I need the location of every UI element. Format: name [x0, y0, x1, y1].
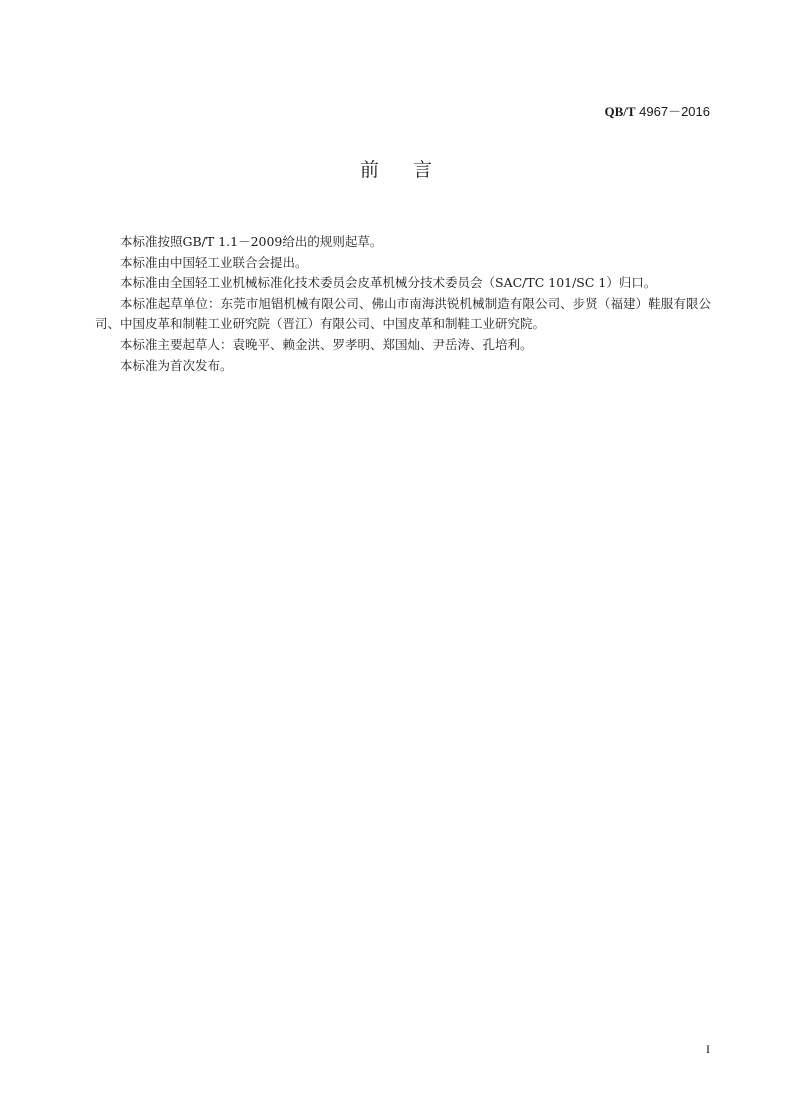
paragraph-drafting-rules: 本标准按照GB/T 1.1－2009给出的规则起草。 [120, 234, 383, 249]
paragraph-proposer: 本标准由中国轻工业联合会提出。 [120, 254, 308, 270]
paragraph-first-release: 本标准为首次发布。 [120, 357, 233, 373]
standard-code-number: 4967－2016 [635, 104, 710, 119]
page-number: I [706, 1042, 710, 1056]
standard-code-prefix: QB/T [604, 104, 636, 119]
paragraph-technical-committee: 本标准由全国轻工业机械标准化技术委员会皮革机械分技术委员会（SAC/TC 101/SC 1）归口。 [120, 275, 657, 291]
page-title: 前言 [359, 159, 466, 181]
standard-code [604, 101, 710, 120]
paragraph-drafters: 本标准主要起草人：袁晚平、赖金洪、罗孝明、郑国灿、尹岳涛、孔培利。 [120, 336, 533, 352]
foreword-body [95, 232, 711, 376]
paragraph-drafting-units: 本标准起草单位：东莞市旭锠机械有限公司、佛山市南海洪锐机械制造有限公司、步贤（福建）鞋服有限公司、中国皮革和制鞋工业研究院（晋江）有限公司、中国皮革和制鞋工业研究院。 [95, 295, 711, 332]
